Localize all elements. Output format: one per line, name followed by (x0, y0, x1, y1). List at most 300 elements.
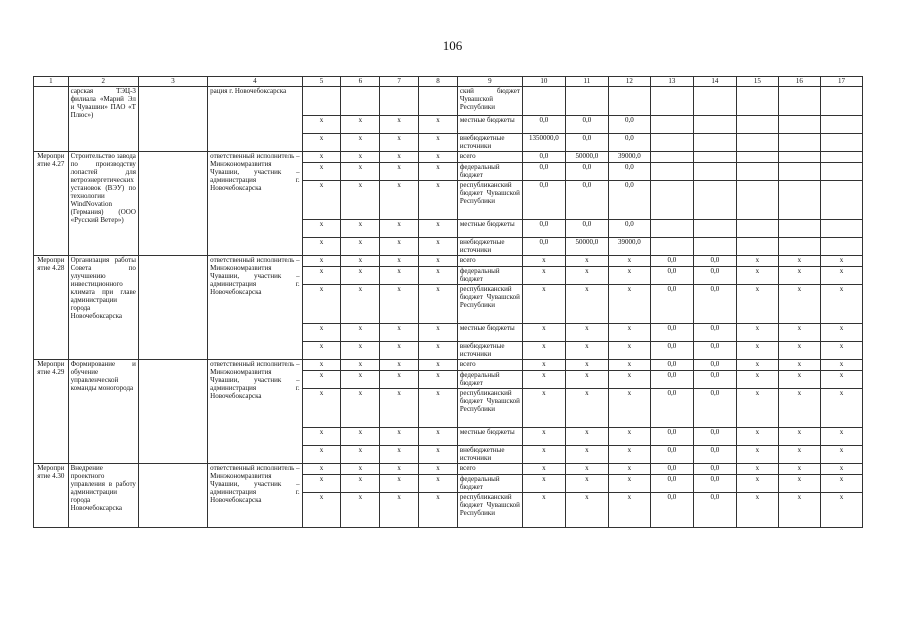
amount-cell: 0,0 (693, 342, 736, 360)
amount-cell: х (522, 324, 565, 342)
funding-source: федеральный бюджет (457, 371, 522, 389)
amount-cell: 0,0 (650, 342, 693, 360)
code-cell: х (341, 181, 380, 220)
amount-cell (693, 116, 736, 134)
code-cell: х (302, 256, 341, 267)
amount-cell (693, 87, 736, 116)
amount-cell: х (608, 324, 650, 342)
amount-cell (820, 116, 862, 134)
amount-cell: х (820, 342, 862, 360)
amount-cell: 0,0 (522, 152, 565, 163)
code-cell: х (419, 464, 458, 475)
code-cell: х (302, 464, 341, 475)
amount-cell: х (522, 256, 565, 267)
code-cell (302, 87, 341, 116)
code-cell: х (302, 116, 341, 134)
code-cell: х (341, 116, 380, 134)
funding-source: федеральный бюджет (457, 267, 522, 285)
amount-cell: х (820, 464, 862, 475)
code-cell: х (341, 324, 380, 342)
code-cell: х (380, 446, 419, 464)
amount-cell: х (522, 389, 565, 428)
code-cell: х (419, 446, 458, 464)
amount-cell: х (736, 324, 778, 342)
amount-cell (608, 87, 650, 116)
budget-table (33, 76, 863, 528)
empty-cell (138, 464, 207, 528)
code-cell: х (419, 267, 458, 285)
amount-cell: 0,0 (650, 475, 693, 493)
amount-cell (820, 152, 862, 163)
amount-cell: х (736, 389, 778, 428)
code-cell: х (419, 181, 458, 220)
code-cell: х (341, 464, 380, 475)
column-number: 2 (68, 77, 138, 87)
amount-cell: х (820, 428, 862, 446)
measure-number: Мероприятие 4.27 (34, 152, 69, 256)
amount-cell (650, 220, 693, 238)
amount-cell: 0,0 (650, 267, 693, 285)
amount-cell: х (565, 342, 608, 360)
amount-cell: 0,0 (608, 134, 650, 152)
amount-cell: 0,0 (693, 267, 736, 285)
amount-cell (736, 134, 778, 152)
amount-cell (650, 87, 693, 116)
amount-cell: х (565, 464, 608, 475)
code-cell: х (380, 152, 419, 163)
code-cell: х (380, 116, 419, 134)
amount-cell: 0,0 (650, 371, 693, 389)
amount-cell: х (736, 464, 778, 475)
amount-cell: х (565, 360, 608, 371)
code-cell: х (419, 220, 458, 238)
code-cell: х (419, 134, 458, 152)
funding-source: местные бюджеты (457, 116, 522, 134)
column-number: 13 (650, 77, 693, 87)
column-number: 10 (522, 77, 565, 87)
amount-cell: 0,0 (650, 446, 693, 464)
amount-cell: 0,0 (565, 134, 608, 152)
amount-cell: х (565, 285, 608, 324)
amount-cell: 50000,0 (565, 238, 608, 256)
amount-cell: 0,0 (522, 163, 565, 181)
amount-cell: 0,0 (693, 285, 736, 324)
code-cell: х (419, 389, 458, 428)
code-cell: х (341, 134, 380, 152)
code-cell: х (380, 389, 419, 428)
code-cell: х (341, 220, 380, 238)
responsible-executor: ответственный исполнитель – Минэкономразвития Чувашии, участник – администрация г. Новочебоксарска (208, 360, 302, 464)
column-number: 15 (736, 77, 778, 87)
amount-cell: х (778, 360, 820, 371)
amount-cell: х (736, 428, 778, 446)
code-cell: х (380, 163, 419, 181)
code-cell: х (380, 428, 419, 446)
amount-cell (778, 238, 820, 256)
column-number: 5 (302, 77, 341, 87)
funding-source: всего (457, 256, 522, 267)
amount-cell: 0,0 (693, 446, 736, 464)
code-cell: х (341, 428, 380, 446)
column-number: 4 (208, 77, 302, 87)
amount-cell (565, 87, 608, 116)
responsible-executor: ответственный исполнитель – Минэкономразвития Чувашии, участник – администрация г. Новочебоксарска (208, 256, 302, 360)
amount-cell (650, 181, 693, 220)
amount-cell: х (608, 256, 650, 267)
page-number: 106 (442, 38, 463, 53)
code-cell: х (380, 220, 419, 238)
code-cell: х (302, 475, 341, 493)
code-cell: х (341, 152, 380, 163)
amount-cell: х (778, 389, 820, 428)
code-cell: х (419, 285, 458, 324)
amount-cell: х (608, 371, 650, 389)
code-cell: х (341, 389, 380, 428)
amount-cell: 1350000,0 (522, 134, 565, 152)
code-cell: х (419, 256, 458, 267)
code-cell: х (380, 360, 419, 371)
amount-cell: х (820, 446, 862, 464)
funding-source: республиканский бюджет Чувашской Республики (457, 493, 522, 528)
amount-cell: 0,0 (693, 475, 736, 493)
column-number: 16 (778, 77, 820, 87)
code-cell: х (302, 360, 341, 371)
code-cell (419, 87, 458, 116)
measure-number: Мероприятие 4.29 (34, 360, 69, 464)
amount-cell (820, 238, 862, 256)
code-cell (341, 87, 380, 116)
funding-source: внебюджетные источники (457, 446, 522, 464)
code-cell: х (380, 285, 419, 324)
column-number: 12 (608, 77, 650, 87)
code-cell: х (341, 163, 380, 181)
code-cell: х (380, 371, 419, 389)
amount-cell (693, 238, 736, 256)
amount-cell: 0,0 (693, 389, 736, 428)
code-cell: х (380, 238, 419, 256)
amount-cell: х (778, 493, 820, 528)
amount-cell: х (522, 285, 565, 324)
column-number: 3 (138, 77, 207, 87)
code-cell: х (380, 342, 419, 360)
amount-cell (778, 116, 820, 134)
empty-cell (138, 360, 207, 464)
amount-cell: х (608, 285, 650, 324)
amount-cell (820, 87, 862, 116)
amount-cell: 0,0 (693, 428, 736, 446)
amount-cell: х (778, 342, 820, 360)
amount-cell: х (736, 267, 778, 285)
code-cell: х (380, 493, 419, 528)
funding-source: ский бюджет Чувашской Республики (457, 87, 522, 116)
amount-cell: 0,0 (693, 360, 736, 371)
code-cell: х (302, 285, 341, 324)
amount-cell: х (820, 389, 862, 428)
amount-cell (736, 116, 778, 134)
amount-cell: х (608, 464, 650, 475)
amount-cell (778, 163, 820, 181)
amount-cell: х (565, 371, 608, 389)
code-cell: х (419, 238, 458, 256)
amount-cell: х (522, 475, 565, 493)
amount-cell (650, 116, 693, 134)
funding-source: внебюджетные источники (457, 342, 522, 360)
amount-cell: х (608, 446, 650, 464)
funding-source: всего (457, 464, 522, 475)
code-cell: х (341, 371, 380, 389)
column-number: 17 (820, 77, 862, 87)
funding-source: республиканский бюджет Чувашской Республики (457, 181, 522, 220)
amount-cell: 0,0 (693, 371, 736, 389)
code-cell: х (341, 342, 380, 360)
amount-cell: 0,0 (693, 324, 736, 342)
code-cell: х (302, 152, 341, 163)
table-row (34, 152, 863, 163)
amount-cell: 0,0 (693, 493, 736, 528)
code-cell: х (380, 464, 419, 475)
code-cell: х (419, 342, 458, 360)
column-number: 9 (457, 77, 522, 87)
amount-cell (736, 163, 778, 181)
funding-source: республиканский бюджет Чувашской Республики (457, 389, 522, 428)
amount-cell: х (608, 342, 650, 360)
amount-cell: х (608, 360, 650, 371)
measure-number: Мероприятие 4.30 (34, 464, 69, 528)
table-row (34, 464, 863, 475)
amount-cell: 50000,0 (565, 152, 608, 163)
amount-cell: х (736, 342, 778, 360)
amount-cell: х (565, 446, 608, 464)
code-cell: х (302, 428, 341, 446)
code-cell: х (380, 256, 419, 267)
amount-cell: 0,0 (650, 285, 693, 324)
amount-cell: 0,0 (522, 181, 565, 220)
column-number: 14 (693, 77, 736, 87)
amount-cell: х (778, 475, 820, 493)
amount-cell: х (522, 360, 565, 371)
amount-cell (820, 163, 862, 181)
amount-cell (650, 163, 693, 181)
table-row (34, 360, 863, 371)
code-cell: х (302, 267, 341, 285)
amount-cell (693, 163, 736, 181)
code-cell: х (419, 324, 458, 342)
amount-cell: х (522, 446, 565, 464)
amount-cell (522, 87, 565, 116)
measure-name: Строительство завода по производству лопастей для ветроэнергетических установок (ВЭУ) по технологии WindNovation (Германия) (ООО «Русский Ветер») (68, 152, 138, 256)
code-cell: х (419, 152, 458, 163)
column-number: 6 (341, 77, 380, 87)
amount-cell (693, 134, 736, 152)
code-cell: х (302, 181, 341, 220)
amount-cell: 0,0 (650, 389, 693, 428)
funding-source: внебюджетные источники (457, 134, 522, 152)
amount-cell: х (565, 324, 608, 342)
empty-cell (138, 87, 207, 152)
code-cell: х (419, 163, 458, 181)
funding-source: всего (457, 360, 522, 371)
amount-cell: 0,0 (608, 181, 650, 220)
amount-cell: 0,0 (522, 220, 565, 238)
measure-number: Мероприятие 4.28 (34, 256, 69, 360)
amount-cell: х (778, 464, 820, 475)
amount-cell: х (778, 256, 820, 267)
funding-source: местные бюджеты (457, 220, 522, 238)
code-cell: х (302, 389, 341, 428)
amount-cell: х (820, 493, 862, 528)
amount-cell: 0,0 (565, 163, 608, 181)
amount-cell: х (565, 267, 608, 285)
header-row (34, 77, 863, 87)
empty-cell (138, 152, 207, 256)
amount-cell: х (565, 256, 608, 267)
amount-cell (778, 152, 820, 163)
code-cell: х (341, 256, 380, 267)
amount-cell: 0,0 (693, 464, 736, 475)
code-cell: х (419, 360, 458, 371)
code-cell: х (341, 238, 380, 256)
code-cell: х (419, 116, 458, 134)
amount-cell (736, 220, 778, 238)
amount-cell (693, 152, 736, 163)
amount-cell: х (736, 285, 778, 324)
amount-cell: 0,0 (608, 163, 650, 181)
funding-source: федеральный бюджет (457, 163, 522, 181)
code-cell: х (302, 134, 341, 152)
code-cell: х (380, 134, 419, 152)
amount-cell: х (522, 371, 565, 389)
amount-cell: х (736, 371, 778, 389)
responsible-executor: ответственный исполнитель – Минэкономразвития Чувашии, участник – администрация г. Новочебоксарска (208, 152, 302, 256)
amount-cell: х (736, 475, 778, 493)
amount-cell: 0,0 (522, 238, 565, 256)
measure-name: Организация работы Совета по улучшению инвестиционного климата при главе администрации города Новочебоксарска (68, 256, 138, 360)
amount-cell: х (820, 267, 862, 285)
amount-cell: х (736, 360, 778, 371)
amount-cell: х (820, 256, 862, 267)
empty-cell (138, 256, 207, 360)
amount-cell: х (820, 324, 862, 342)
table-row (34, 256, 863, 267)
amount-cell: х (565, 389, 608, 428)
amount-cell (736, 238, 778, 256)
amount-cell: х (820, 285, 862, 324)
funding-source: федеральный бюджет (457, 475, 522, 493)
amount-cell (650, 134, 693, 152)
code-cell: х (302, 324, 341, 342)
amount-cell: х (608, 493, 650, 528)
amount-cell (693, 181, 736, 220)
amount-cell (650, 152, 693, 163)
amount-cell: х (736, 256, 778, 267)
amount-cell (778, 87, 820, 116)
column-number: 8 (419, 77, 458, 87)
code-cell: х (341, 267, 380, 285)
amount-cell: 0,0 (650, 256, 693, 267)
code-cell: х (419, 475, 458, 493)
column-number: 7 (380, 77, 419, 87)
amount-cell: х (522, 428, 565, 446)
measure-number (34, 87, 69, 152)
amount-cell: 0,0 (522, 116, 565, 134)
amount-cell: х (522, 267, 565, 285)
amount-cell: х (565, 428, 608, 446)
amount-cell: 39000,0 (608, 238, 650, 256)
code-cell: х (380, 475, 419, 493)
funding-source: местные бюджеты (457, 428, 522, 446)
code-cell: х (419, 493, 458, 528)
amount-cell (650, 238, 693, 256)
amount-cell (693, 220, 736, 238)
amount-cell: х (565, 475, 608, 493)
amount-cell (778, 220, 820, 238)
measure-name: сарская ТЭЦ-3 филиала «Марий Эл и Чувашии» ПАО «Т Плюс») (68, 87, 138, 152)
amount-cell: х (820, 360, 862, 371)
code-cell (380, 87, 419, 116)
code-cell: х (380, 267, 419, 285)
amount-cell: 0,0 (608, 220, 650, 238)
amount-cell: 0,0 (565, 181, 608, 220)
amount-cell: 0,0 (650, 464, 693, 475)
funding-source: всего (457, 152, 522, 163)
column-number: 11 (565, 77, 608, 87)
amount-cell (736, 87, 778, 116)
code-cell: х (341, 285, 380, 324)
amount-cell (820, 134, 862, 152)
code-cell: х (380, 324, 419, 342)
code-cell: х (341, 475, 380, 493)
amount-cell: х (565, 493, 608, 528)
amount-cell: 0,0 (650, 493, 693, 528)
amount-cell (820, 220, 862, 238)
amount-cell: х (522, 493, 565, 528)
funding-source: местные бюджеты (457, 324, 522, 342)
amount-cell: х (736, 493, 778, 528)
code-cell: х (302, 220, 341, 238)
amount-cell: х (608, 267, 650, 285)
amount-cell: х (608, 428, 650, 446)
amount-cell: 0,0 (608, 116, 650, 134)
amount-cell: 39000,0 (608, 152, 650, 163)
amount-cell: х (778, 446, 820, 464)
amount-cell (736, 181, 778, 220)
amount-cell (820, 181, 862, 220)
amount-cell: х (820, 475, 862, 493)
code-cell: х (302, 446, 341, 464)
measure-name: Формирование и обучение управленческой команды моногорода (68, 360, 138, 464)
amount-cell: х (778, 371, 820, 389)
funding-source: республиканский бюджет Чувашской Республики (457, 285, 522, 324)
code-cell: х (341, 493, 380, 528)
code-cell: х (302, 163, 341, 181)
code-cell: х (380, 181, 419, 220)
column-number: 1 (34, 77, 69, 87)
table-row (34, 87, 863, 116)
responsible-executor: рация г. Новочебоксарска (208, 87, 302, 152)
code-cell: х (302, 493, 341, 528)
code-cell: х (302, 371, 341, 389)
code-cell: х (302, 238, 341, 256)
responsible-executor: ответственный исполнитель – Минэкономразвития Чувашии, участник – администрация г. Новочебоксарска (208, 464, 302, 528)
amount-cell: х (522, 342, 565, 360)
measure-name: Внедрение проектного управления в работу администрации города Новочебоксарска (68, 464, 138, 528)
amount-cell: х (820, 371, 862, 389)
amount-cell: х (608, 475, 650, 493)
amount-cell: 0,0 (650, 324, 693, 342)
code-cell: х (419, 371, 458, 389)
amount-cell (736, 152, 778, 163)
amount-cell: 0,0 (565, 116, 608, 134)
